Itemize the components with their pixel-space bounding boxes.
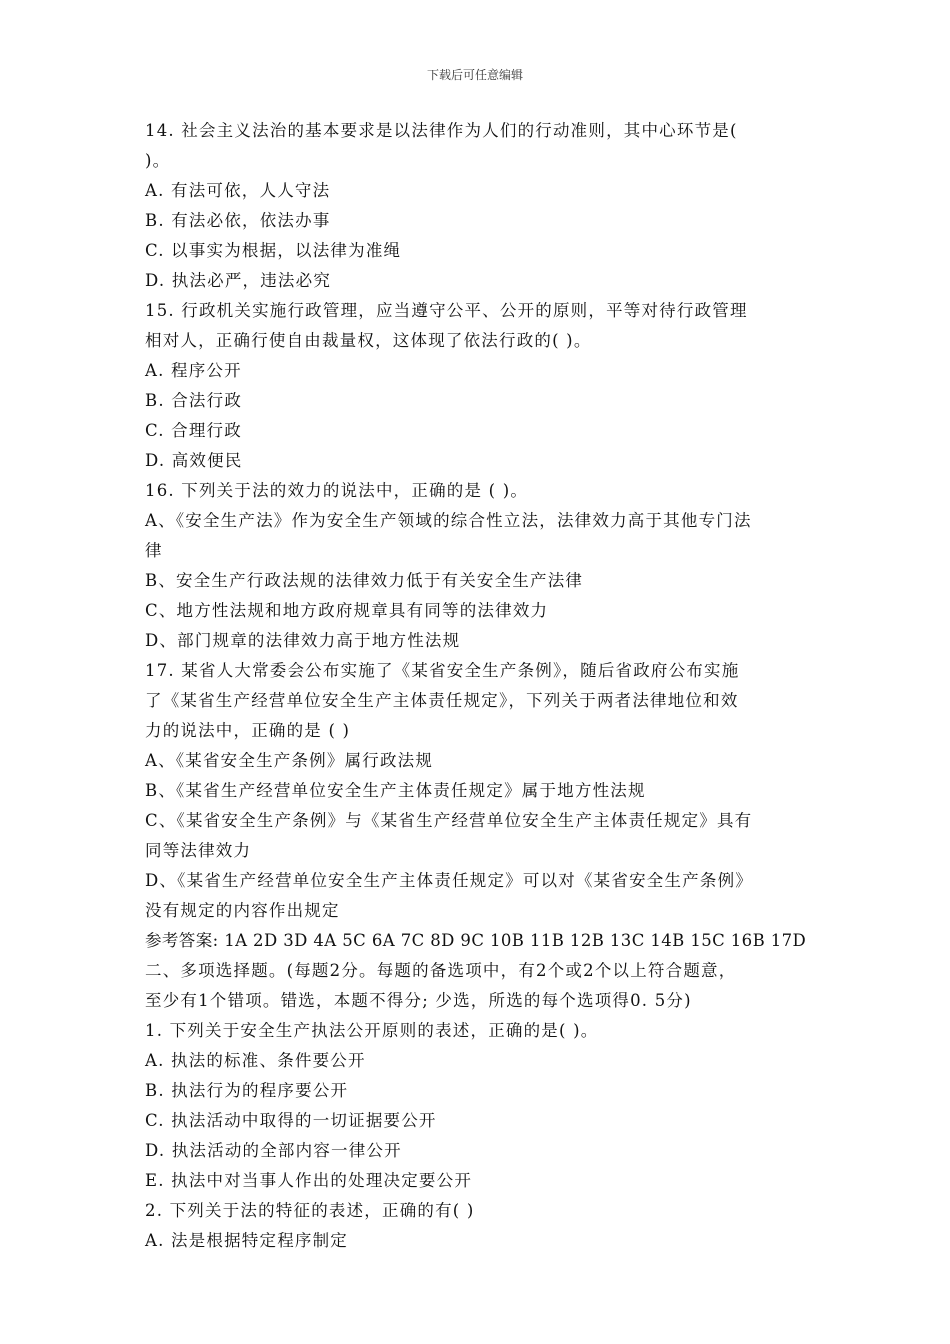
text-line: A. 有法可依，人人守法: [145, 181, 331, 200]
text-line: 相对人，正确行使自由裁量权，这体现了依法行政的( )。: [145, 331, 592, 350]
text-line: 二、多项选择题。(每题2分。每题的备选项中，有2个或2个以上符合题意，: [145, 961, 737, 980]
page-header: 下载后可任意编辑: [426, 68, 523, 82]
text-line: D. 高效便民: [145, 451, 243, 470]
text-line: 力的说法中，正确的是 ( ): [145, 721, 351, 740]
text-line: A. 执法的标准、条件要公开: [145, 1051, 366, 1070]
text-line: B. 合法行政: [145, 391, 243, 410]
text-line: E. 执法中对当事人作出的处理决定要公开: [145, 1171, 473, 1190]
text-line: C. 以事实为根据，以法律为准绳: [145, 241, 402, 260]
text-line: B、安全生产行政法规的法律效力低于有关安全生产法律: [145, 571, 584, 590]
text-line: D、部门规章的法律效力高于地方性法规: [145, 631, 461, 650]
text-line: 没有规定的内容作出规定: [145, 901, 340, 920]
text-line: A、《安全生产法》作为安全生产领域的综合性立法，法律效力高于其他专门法: [145, 511, 752, 530]
text-line: B、《某省生产经营单位安全生产主体责任规定》属于地方性法规: [145, 781, 646, 800]
text-line: 同等法律效力: [145, 841, 252, 860]
text-line: C. 执法活动中取得的一切证据要公开: [145, 1111, 437, 1130]
text-line: A. 程序公开: [145, 361, 242, 380]
text-line: D. 执法活动的全部内容一律公开: [145, 1141, 402, 1160]
text-line: 16. 下列关于法的效力的说法中，正确的是 ( )。: [145, 481, 529, 500]
text-line: D、《某省生产经营单位安全生产主体责任规定》可以对《某省安全生产条例》: [145, 871, 753, 890]
text-line: 1. 下列关于安全生产执法公开原则的表述，正确的是( )。: [145, 1021, 599, 1040]
text-line: 了《某省生产经营单位安全生产主体责任规定》，下列关于两者法律地位和效: [145, 691, 739, 710]
text-line: )。: [145, 151, 171, 170]
text-line: C、《某省安全生产条例》与《某省生产经营单位安全生产主体责任规定》具有: [145, 811, 753, 830]
text-line: 15. 行政机关实施行政管理，应当遵守公平、公开的原则，平等对待行政管理: [145, 301, 748, 320]
text-line: 律: [145, 541, 163, 560]
text-line: A. 法是根据特定程序制定: [145, 1231, 349, 1250]
document-body: [145, 116, 810, 1256]
text-line: 至少有1个错项。错选，本题不得分; 少选，所选的每个选项得0. 5分): [145, 991, 692, 1010]
text-line: C、地方性法规和地方政府规章具有同等的法律效力: [145, 601, 549, 620]
text-line: B. 有法必依，依法办事: [145, 211, 331, 230]
text-line: 2. 下列关于法的特征的表述，正确的有( ): [145, 1201, 475, 1220]
text-line: 17. 某省人大常委会公布实施了《某省安全生产条例》，随后省政府公布实施: [145, 661, 740, 680]
text-line: 参考答案: 1A 2D 3D 4A 5C 6A 7C 8D 9C 10B 11B 12B 13C 14B 15C 16B 17D: [145, 931, 807, 950]
text-line: A、《某省安全生产条例》属行政法规: [145, 751, 434, 770]
text-line: C. 合理行政: [145, 421, 242, 440]
text-line: B. 执法行为的程序要公开: [145, 1081, 349, 1100]
text-line: D. 执法必严，违法必究: [145, 271, 332, 290]
text-line: 14. 社会主义法治的基本要求是以法律作为人们的行动准则，其中心环节是(: [145, 121, 738, 140]
